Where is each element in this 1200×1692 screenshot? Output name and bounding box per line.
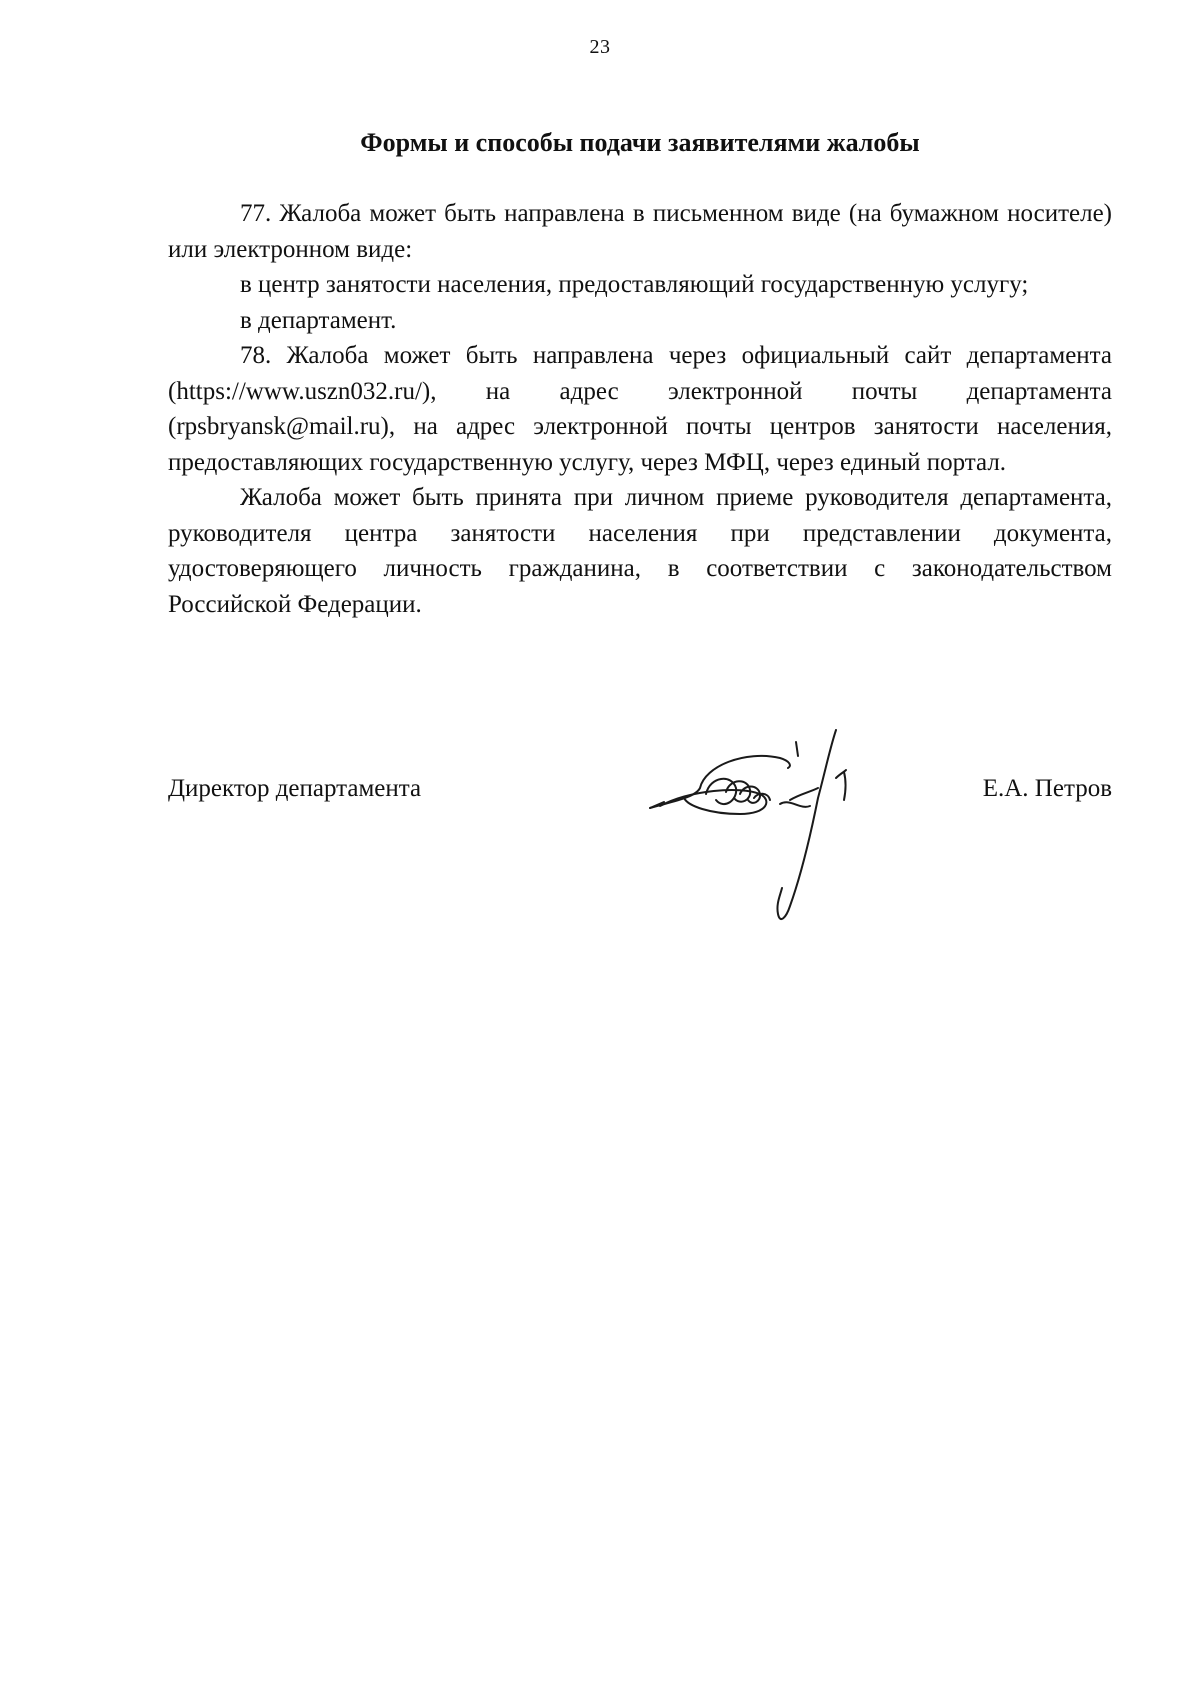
signatory-name: Е.А. Петров — [982, 775, 1112, 802]
paragraph-personal-reception: Жалоба может быть принята при личном приеме руководителя департамента, руководителя центра занятости населения при представлении документа, удостоверяющего личность гражданина, в соответствии с законодательством Российской Федерации. — [168, 484, 1112, 618]
handwritten-signature-icon — [640, 728, 880, 968]
signatory-title: Директор департамента — [168, 775, 422, 802]
document-body — [168, 196, 1112, 622]
page-number: 23 — [589, 36, 611, 58]
section-heading: Формы и способы подачи заявителями жалобы — [360, 128, 920, 157]
paragraph-department: в департамент. — [240, 306, 397, 334]
paragraph-77: 77. Жалоба может быть направлена в письменном виде (на бумажном носителе) или электронном виде: — [168, 200, 1112, 263]
paragraph-78: 78. Жалоба может быть направлена через официальный сайт департамента (https://www.uszn032.ru/), на адрес электронной почты департамента (rpsbryansk@mail.ru), на адрес электронной почты центров занятости населения, предоставляющих государственную услугу, через МФЦ, через единый портал. — [168, 342, 1112, 476]
paragraph-employment-center: в центр занятости населения, предоставляющий государственную услугу; — [240, 271, 1029, 298]
